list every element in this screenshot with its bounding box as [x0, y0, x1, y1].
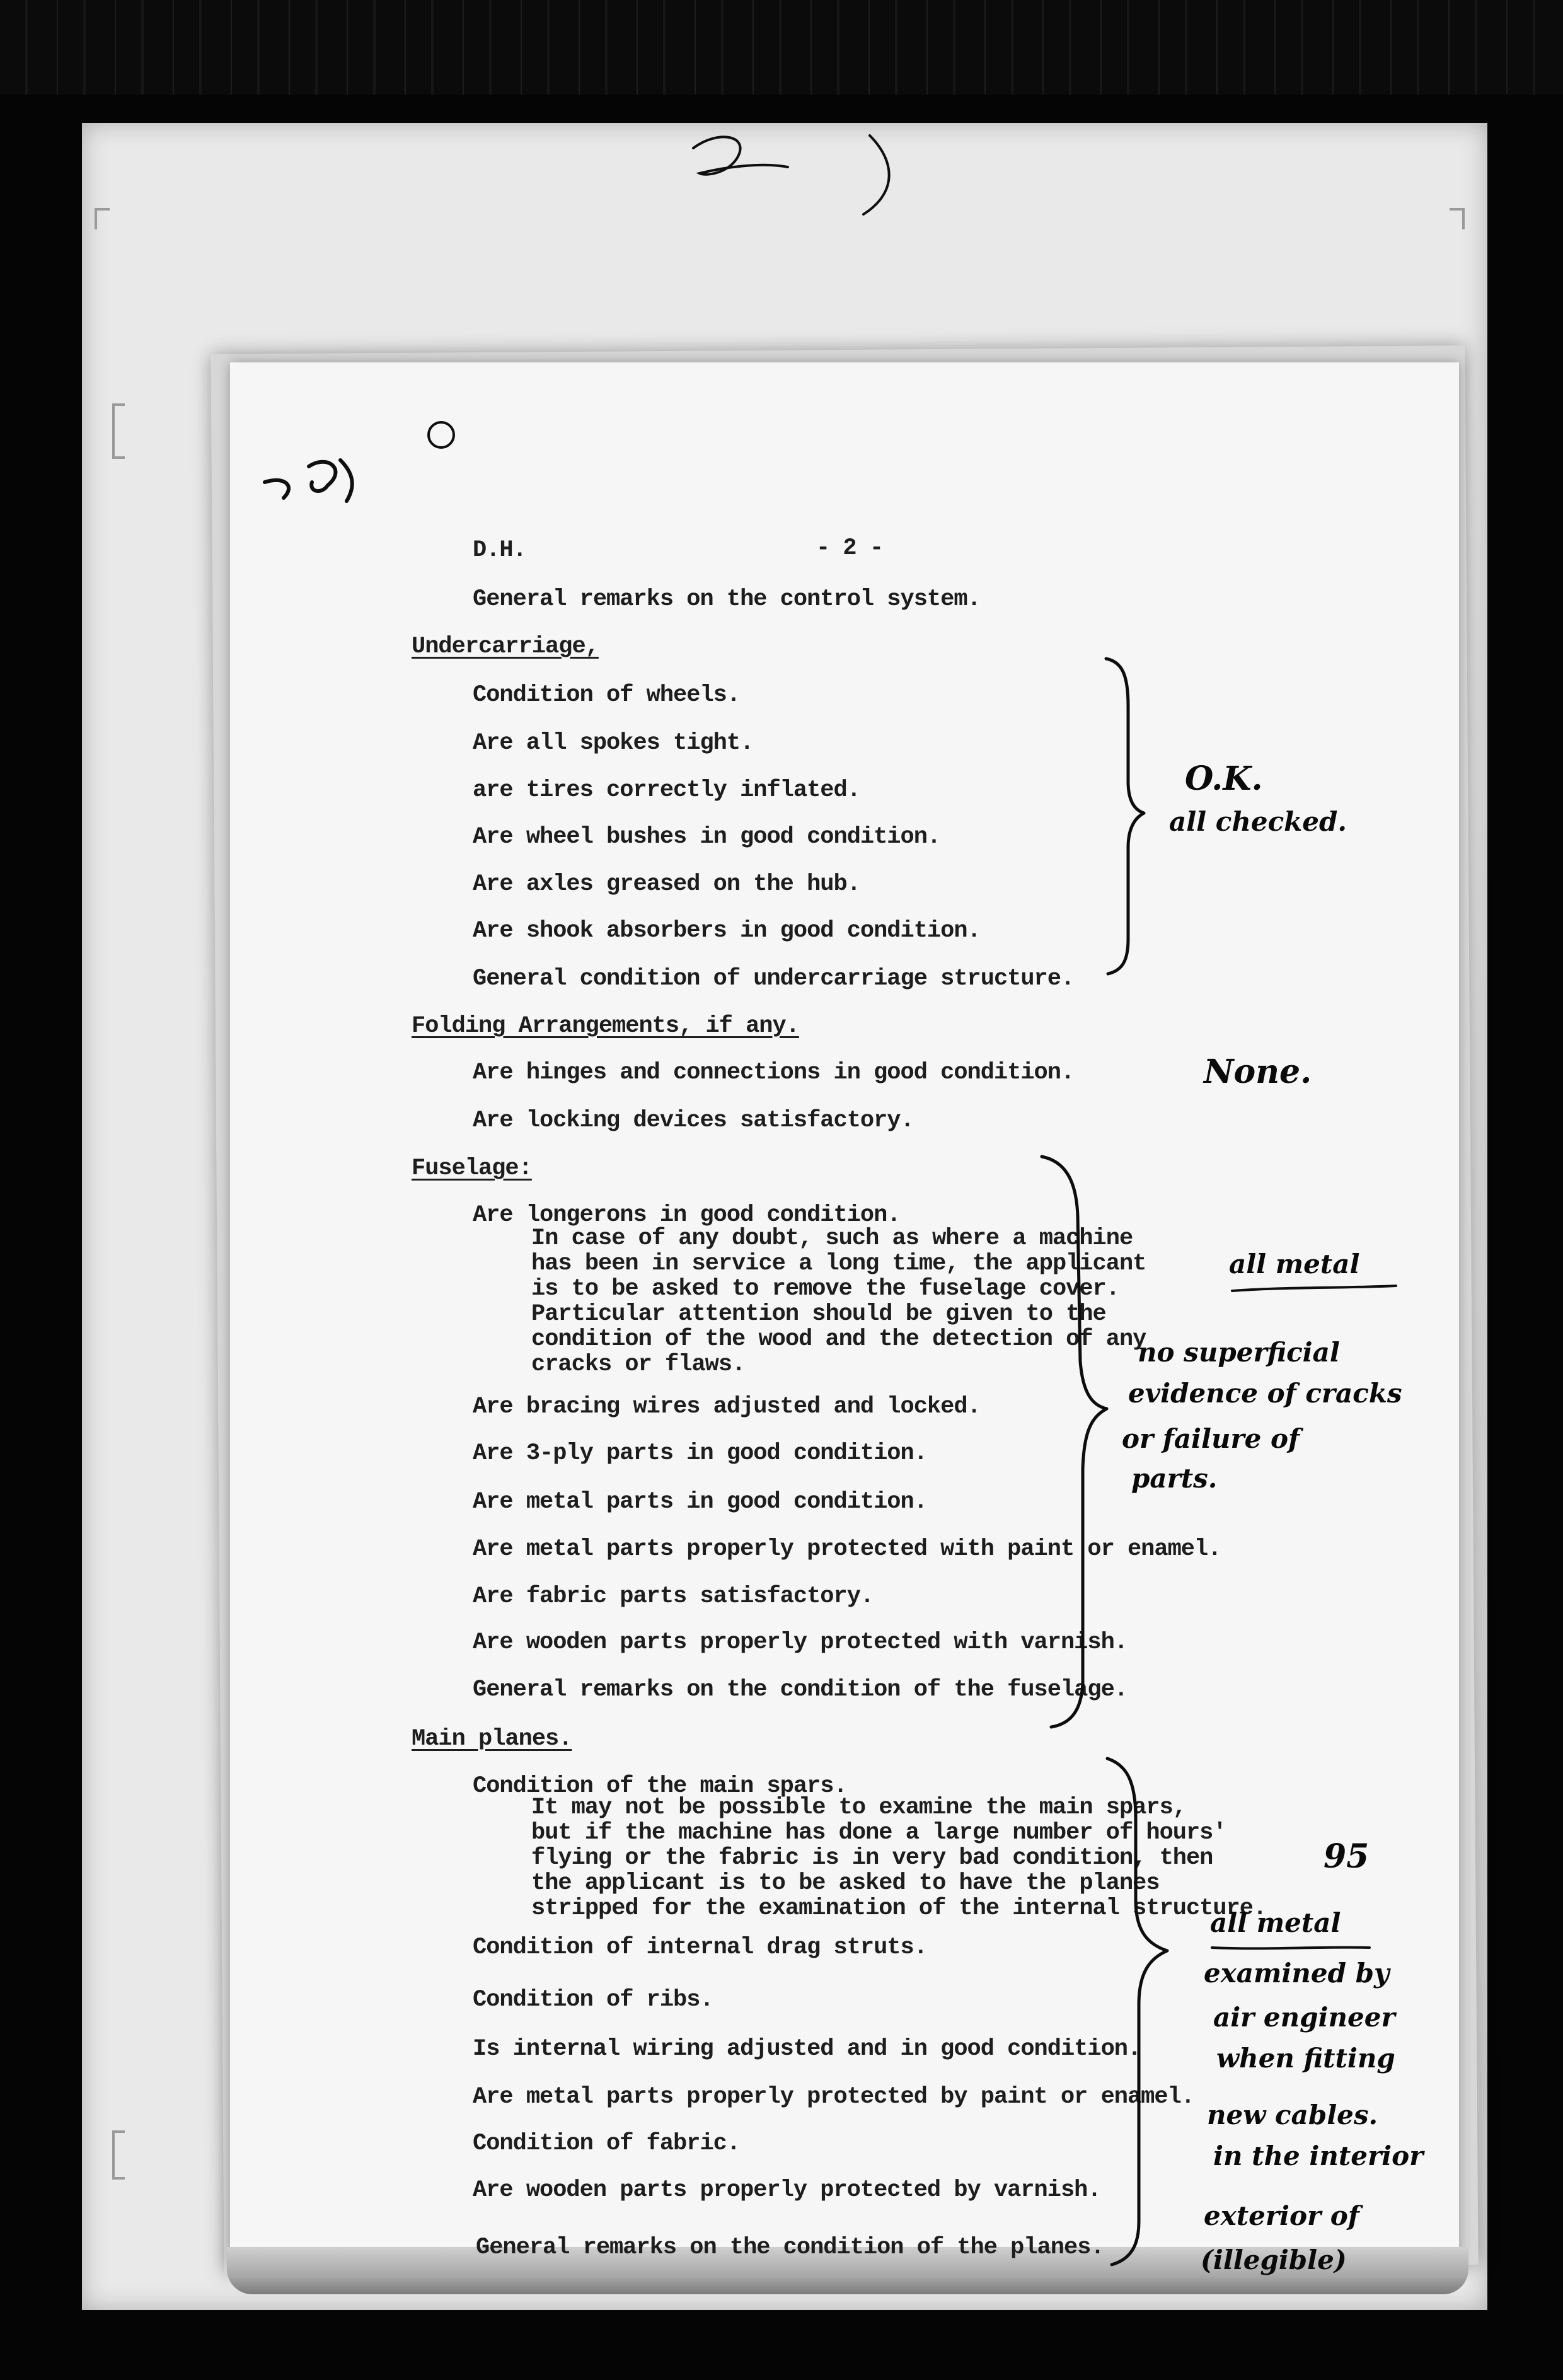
page-number: - 2 -	[816, 535, 884, 562]
checklist-item: Are shook absorbers in good condition.	[473, 918, 981, 944]
handwritten-brace	[1104, 1755, 1174, 2269]
checklist-item: Is internal wiring adjusted and in good condition.	[473, 2036, 1141, 2062]
handwritten-brace	[1103, 656, 1147, 977]
handwritten-note: parts.	[1131, 1463, 1218, 1494]
pencil-scribble	[681, 123, 920, 224]
checklist-item: Are 3-ply parts in good condition.	[473, 1440, 927, 1467]
checklist-item: Condition of the main spars.	[473, 1773, 847, 1799]
document-ref: D.H.	[473, 537, 526, 563]
handwritten-note: all metal	[1210, 1907, 1341, 1938]
handwritten-note: evidence of cracks	[1128, 1378, 1402, 1409]
handwritten-note: None.	[1204, 1053, 1312, 1091]
handwritten-note: (illegible)	[1201, 2244, 1347, 2275]
control-remarks-line: General remarks on the control system.	[473, 586, 981, 613]
film-edge	[0, 0, 1563, 95]
checklist-note: In case of any doubt, such as where a machine has been in service a long time, the applicant is to be asked to remove the fuselage cover. Particular attention should be given to the condition of the wood and the detection of any cracks or flaws.	[531, 1225, 1146, 1378]
handwritten-note: air engineer	[1213, 2002, 1395, 2033]
crop-mark	[95, 208, 110, 229]
handwritten-note: or failure of	[1122, 1423, 1300, 1454]
checklist-item: Condition of ribs.	[473, 1987, 713, 2013]
checklist-item: Condition of fabric.	[473, 2130, 741, 2157]
handwritten-brace	[1039, 1153, 1111, 1730]
section-heading-main-planes: Main planes.	[412, 1726, 572, 1752]
punch-hole-marks	[246, 410, 473, 517]
checklist-item: Are metal parts in good condition.	[473, 1489, 927, 1515]
handwritten-note: new cables.	[1207, 2100, 1378, 2130]
handwritten-number: 95	[1324, 1837, 1370, 1876]
handwritten-note: when fitting	[1216, 2043, 1395, 2074]
handwritten-note: all metal	[1229, 1249, 1360, 1280]
handwritten-note: in the interior	[1213, 2140, 1424, 2171]
checklist-item: General condition of undercarriage structure.	[473, 966, 1075, 992]
checklist-item: Condition of wheels.	[473, 682, 741, 708]
checklist-item: Are bracing wires adjusted and locked.	[473, 1394, 981, 1420]
section-heading-fuselage: Fuselage:	[412, 1155, 532, 1182]
section-heading-undercarriage: Undercarriage,	[412, 633, 599, 660]
underline-stroke	[1209, 1941, 1373, 1954]
handwritten-note: all checked.	[1169, 806, 1347, 837]
handwritten-note: exterior of	[1204, 2200, 1359, 2231]
checklist-item: Are wooden parts properly protected with varnish.	[473, 1629, 1128, 1656]
handwritten-note: no superficial	[1138, 1337, 1340, 1368]
checklist-item: Are metal parts properly protected with paint or enamel.	[473, 1536, 1221, 1563]
checklist-item: General remarks on the condition of the planes.	[476, 2234, 1104, 2261]
checklist-item: Are wooden parts properly protected by varnish.	[473, 2177, 1101, 2204]
checklist-item: Are hinges and connections in good condition.	[473, 1060, 1075, 1086]
crop-mark	[1450, 208, 1465, 229]
checklist-item: Are longerons in good condition.	[473, 1202, 901, 1228]
handwritten-note: O.K.	[1185, 760, 1263, 798]
crop-mark	[112, 2130, 125, 2180]
checklist-item: Are axles greased on the hub.	[473, 871, 860, 898]
checklist-item: Are metal parts properly protected by paint or enamel.	[473, 2084, 1194, 2110]
checklist-item: Are all spokes tight.	[473, 730, 754, 756]
checklist-item: are tires correctly inflated.	[473, 777, 860, 804]
crop-mark	[112, 403, 125, 459]
checklist-item: Condition of internal drag struts.	[473, 1934, 927, 1961]
section-heading-folding: Folding Arrangements, if any.	[412, 1013, 799, 1039]
checklist-item: Are fabric parts satisfactory.	[473, 1583, 874, 1610]
checklist-item: Are locking devices satisfactory.	[473, 1107, 914, 1134]
underline-stroke	[1229, 1283, 1399, 1296]
handwritten-note: examined by	[1204, 1958, 1390, 1989]
checklist-note: It may not be possible to examine the main spars, but if the machine has done a large number of hours' flying or the fabric is in very bad condition, then the applicant is to be asked to have the planes stripped for the examination of the internal structure.	[531, 1794, 1267, 1922]
checklist-item: Are wheel bushes in good condition.	[473, 824, 941, 850]
checklist-item: General remarks on the condition of the fuselage.	[473, 1677, 1128, 1703]
